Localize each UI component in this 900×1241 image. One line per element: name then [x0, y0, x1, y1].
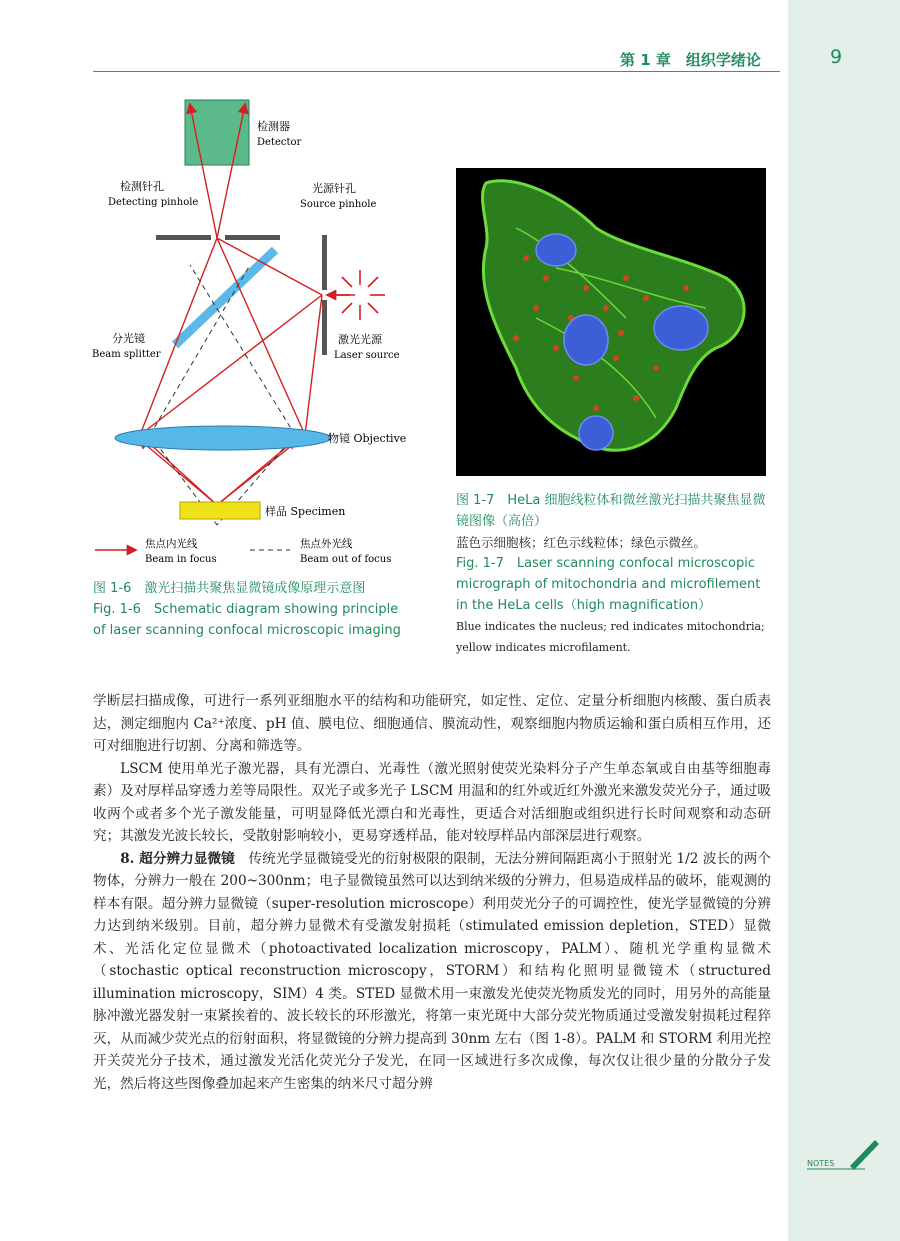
legend-in-en: Beam in focus	[145, 554, 217, 565]
detector-cn: 检测器	[257, 120, 290, 133]
figure7-caption-cn: 图 1-7 HeLa 细胞线粒体和微丝激光扫描共聚焦显微镜图像（高倍）	[456, 493, 766, 529]
specimen-label: 样品 Specimen	[265, 505, 346, 518]
chapter-title: 第 1 章 组织学绪论	[620, 51, 761, 69]
beam-splitter	[175, 250, 275, 345]
source-pinhole-top	[322, 235, 327, 290]
laser-source-en: Laser source	[334, 350, 400, 361]
notes-pen-icon	[805, 1136, 883, 1172]
beam-splitter-cn: 分光镜	[112, 332, 145, 345]
figure6-caption-en: Fig. 1-6 Schematic diagram showing principle of laser scanning confocal microscopic imaging	[93, 602, 401, 638]
body-text	[93, 690, 771, 1095]
paragraph-2: LSCM 使用单光子激光器，具有光漂白、光毒性（激光照射使荧光染料分子产生单态氧或自由基等细胞毒素）及对厚样品穿透力差等局限性。双光子或多光子 LSCM 用温和的红外或近红外激光来激发荧光分子，通过吸收两个或者多个光子激发能量，可明显降低光漂白和光毒性，更适合对活细胞或组织进行长时间观察和动态研究；其激发光波长较长，受散射影响较小，更易穿透样品，能对较厚样品内部深层进行观察。	[93, 760, 771, 844]
source-pinhole-en: Source pinhole	[300, 199, 377, 210]
specimen-block	[180, 502, 260, 519]
figure6-caption	[93, 578, 411, 641]
paragraph-3-text: 传统光学显微镜受光的衍射极限的限制，无法分辨间隔距离小于照射光 1/2 波长的两个物体，分辨力一般在 200~300nm；电子显微镜虽然可以达到纳米级的分辨力，但易造成样品的破坏，能观测的样本有限。超分辨力显微镜（super-resolution microscope）利用荧光分子的可调控性，使光学显微镜的分辨力达到纳米级别。目前，超分辨力显微术有受激发射损耗（stimulated emission depletion，STED）显微术、光活化定位显微术（photoactivated localization microscopy，PALM）、随机光学重构显微术（stochastic optical reconstruction microscopy，STORM）和结构化照明显微镜术（structured illumination microscopy，SIM）4 类。STED 显微术用一束激发光使荧光物质发光的同时，用另外的高能量脉冲激光器发射一束紧挨着的、波长较长的环形激光，将第一束光斑中大部分荧光物质通过受激发射损耗过程猝灭，从而减少荧光点的衍射面积，将显微镜的分辨力提高到 30nm 左右（图 1-8）。PALM 和 STORM 利用光控开关荧光分子技术，通过激发光活化荧光分子发光，在同一区域进行多次成像，每次仅让很少量的分散分子发光，然后将这些图像叠加起来产生密集的纳米尺寸超分辨	[93, 850, 771, 1092]
detecting-pinhole-right	[225, 235, 280, 240]
section-title: 8. 超分辨力显微镜	[120, 850, 235, 867]
objective-label: 物镜 Objective	[328, 432, 407, 445]
detecting-pinhole-cn: 检测针孔	[120, 180, 164, 193]
figure7-note-en: Blue indicates the nucleus; red indicates mitochondria; yellow indicates microfilament.	[456, 620, 765, 654]
paragraph-3	[93, 848, 771, 1096]
objective-lens	[115, 426, 331, 450]
page-sidebar	[788, 0, 900, 1241]
detector-en: Detector	[257, 137, 302, 148]
page-number: 9	[830, 46, 843, 68]
legend-out-cn: 焦点外光线	[300, 538, 353, 550]
legend-in-cn: 焦点内光线	[145, 538, 198, 550]
notes-label: NOTES	[807, 1159, 835, 1168]
figure6-caption-cn: 图 1-6 激光扫描共聚焦显微镜成像原理示意图	[93, 581, 366, 596]
detecting-pinhole-en: Detecting pinhole	[108, 197, 199, 208]
figure7-note-cn: 蓝色示细胞核；红色示线粒体；绿色示微丝。	[456, 535, 707, 550]
detecting-pinhole-left	[156, 235, 211, 240]
header-rule	[93, 71, 780, 72]
laser-source-cn: 激光光源	[338, 333, 382, 346]
source-pinhole-bottom	[322, 300, 327, 355]
confocal-principle-diagram	[90, 95, 420, 575]
hela-micrograph	[456, 168, 766, 476]
source-pinhole-cn: 光源针孔	[312, 182, 356, 195]
legend-out-en: Beam out of focus	[300, 554, 392, 565]
beam-splitter-en: Beam splitter	[92, 349, 161, 360]
figure7-caption-en: Fig. 1-7 Laser scanning confocal microscopic micrograph of mitochondria and microfilement in the HeLa cells（high magnification）	[456, 556, 761, 613]
figure7-caption	[456, 490, 774, 658]
paragraph-1: 学断层扫描成像，可进行一系列亚细胞水平的结构和功能研究，如定性、定位、定量分析细胞内核酸、蛋白质表达，测定细胞内 Ca²⁺浓度、pH 值、膜电位、细胞通信、膜流动性，观察细胞内物质运输和蛋白质相互作用，还可对细胞进行切割、分离和筛选等。	[93, 693, 771, 754]
